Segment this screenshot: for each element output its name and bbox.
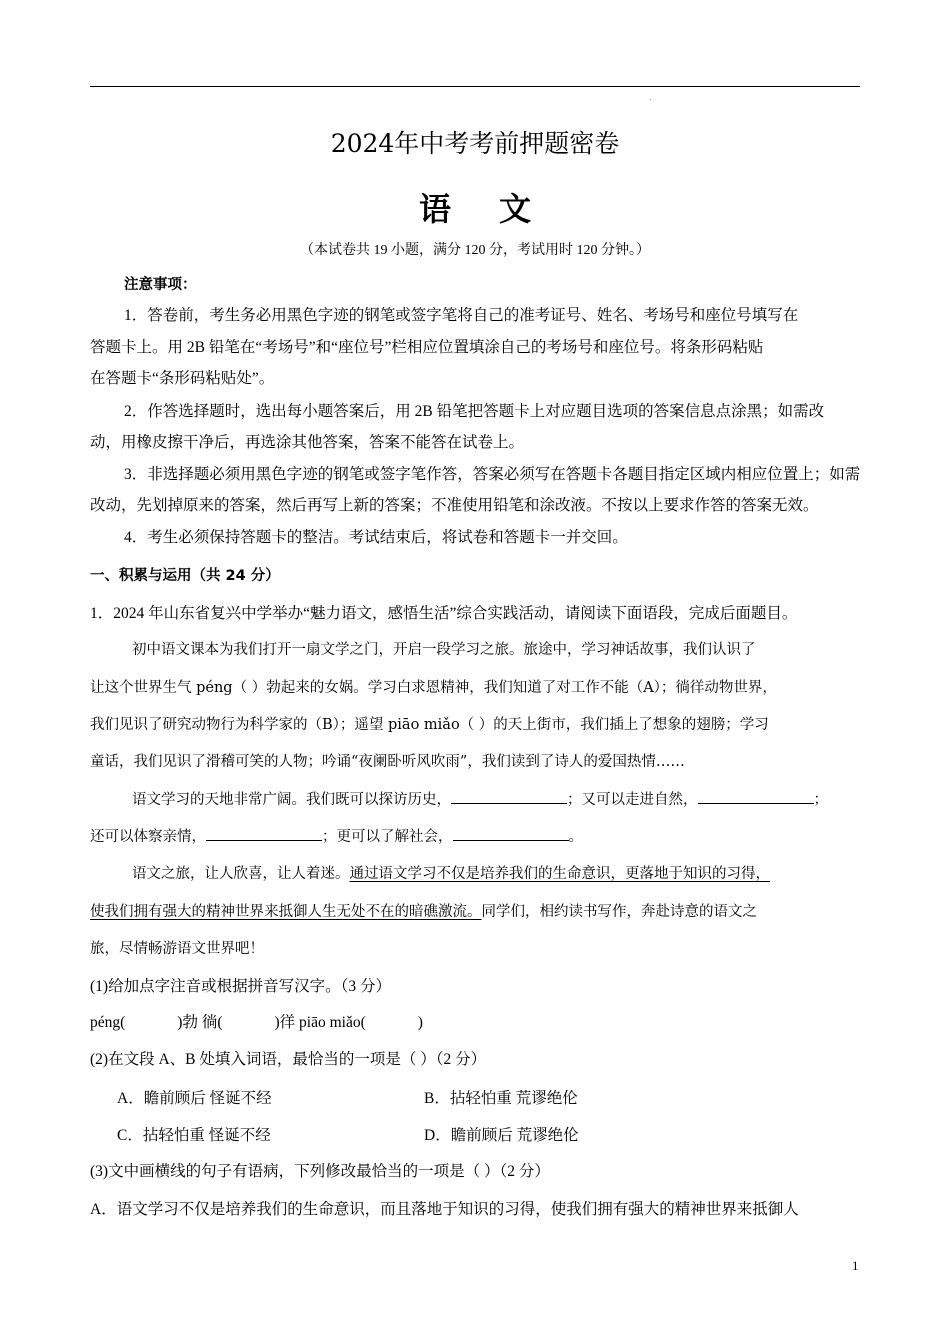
- answer-blank[interactable]: [698, 789, 814, 804]
- option-a[interactable]: A．瞻前顾后 怪诞不经: [117, 1090, 272, 1107]
- sub-question-3: (3)文中画横线的句子有语病，下列修改最恰当的一项是（ ）（2 分）: [90, 1163, 550, 1180]
- answer-blank[interactable]: [453, 826, 569, 841]
- option-a[interactable]: A．语文学习不仅是培养我们的生命意识，而且落地于知识的习得，使我们拥有强大的精神世界来抵御人: [90, 1201, 799, 1218]
- passage-line: 初中语文课本为我们打开一扇文学之门，开启一段学习之旅。旅途中，学习神话故事，我们认识了: [132, 642, 756, 658]
- pinyin-item: )勃 徜(: [177, 1014, 223, 1031]
- para3-text: 语文之旅，让人欣喜，让人着迷。: [132, 866, 350, 882]
- para2-text: 语文学习的天地非常广阔。我们既可以探访历史，: [132, 792, 451, 808]
- pinyin-item: péng(: [90, 1014, 126, 1031]
- page-number: 1: [852, 1258, 859, 1273]
- para2-text: 。: [568, 829, 583, 845]
- header-rule: [90, 86, 860, 87]
- notes-line: 在答题卡“条形码粘贴处”。: [90, 370, 275, 387]
- passage-para3-line2: [90, 900, 757, 921]
- passage-para2-line2: [90, 825, 583, 846]
- notes-line: 改动，先划掉原来的答案，然后再写上新的答案；不准使用铅笔和涂改液。不按以上要求作答的答案无效。: [90, 497, 819, 514]
- passage-para2-line1: [132, 788, 828, 809]
- pinyin-item: )徉 piāo miǎo(: [274, 1014, 366, 1031]
- para2-text: ；: [813, 792, 828, 808]
- notes-line: 1．答卷前，考生务必用黑色字迹的钢笔或签字笔将自己的准考证号、姓名、考场号和座位号填写在: [124, 307, 799, 324]
- passage-para3-line3: 旅，尽情畅游语文世界吧！: [90, 941, 264, 957]
- section-heading: 一、积累与运用（共 24 分）: [90, 568, 280, 584]
- pinyin-item: ): [417, 1014, 423, 1031]
- question-1-intro: 1．2024 年山东省复兴中学举办“魅力语文，感悟生活”综合实践活动，请阅读下面语段，完成后面题目。: [90, 605, 798, 622]
- notes-heading: 注意事项：: [124, 277, 197, 293]
- sub-question-2: (2)在文段 A、B 处填入词语，最恰当的一项是（ ）（2 分）: [90, 1051, 487, 1068]
- passage-para3-line1: [132, 862, 770, 883]
- para2-text: ；又可以走进自然，: [567, 792, 698, 808]
- underlined-sentence: 通过语文学习不仅是培养我们的生命意识，更落地于知识的习得，: [349, 866, 770, 882]
- para3-text: 同学们，相约读书写作，奔赴诗意的语文之: [481, 904, 757, 920]
- sub-question-1-items: [90, 1010, 423, 1032]
- sub-question-1: (1)给加点字注音或根据拼音写汉字。（3 分）: [90, 978, 391, 995]
- subject-title: 语文: [418, 190, 579, 228]
- exam-title: 2024年中考考前押题密卷: [330, 129, 620, 158]
- option-d[interactable]: D．瞻前顾后 荒谬绝伦: [424, 1127, 579, 1144]
- answer-blank[interactable]: [451, 789, 567, 804]
- exam-info: （本试卷共 19 小题，满分 120 分，考试用时 120 分钟。）: [300, 243, 650, 258]
- option-c[interactable]: C．拈轻怕重 怪诞不经: [117, 1127, 271, 1144]
- notes-line: 3．非选择题必须用黑色字迹的钢笔或签字笔作答，答案必须写在答题卡各题目指定区域内相应位置上；如需: [124, 466, 861, 483]
- passage-line: 我们见识了研究动物行为科学家的（B）；遥望 piāo miǎo（ ）的天上街市，我们插上了想象的翅膀；学习: [90, 717, 769, 733]
- option-b[interactable]: B．拈轻怕重 荒谬绝伦: [424, 1090, 578, 1107]
- notes-line: 4．考生必须保持答题卡的整洁。考试结束后，将试卷和答题卡一并交回。: [124, 529, 628, 546]
- para2-text: ；更可以了解社会，: [322, 829, 453, 845]
- underlined-sentence: 使我们拥有强大的精神世界来抵御人生无处不在的暗礁激流。: [90, 904, 482, 920]
- notes-line: 2．作答选择题时，选出每小题答案后，用 2B 铅笔把答题卡上对应题目选项的答案信息点涂黑；如需改: [124, 403, 825, 420]
- para2-text: 还可以体察亲情，: [90, 829, 206, 845]
- passage-line: 童话，我们见识了滑稽可笑的人物；吟诵“夜阑卧听风吹雨”，我们读到了诗人的爱国热情……: [90, 754, 685, 770]
- notes-line: 答题卡上。用 2B 铅笔在“考场号”和“座位号”栏相应位置填涂自己的考场号和座位号。将条形码粘贴: [90, 339, 764, 356]
- notes-line: 动，用橡皮擦干净后，再选涂其他答案，答案不能答在试卷上。: [90, 434, 525, 451]
- header-dot: .: [650, 96, 652, 102]
- answer-blank[interactable]: [206, 826, 322, 841]
- passage-line: 让这个世界生气 péng（ ）勃起来的女娲。学习白求恩精神，我们知道了对工作不能（A）；徜徉动物世界，: [90, 680, 777, 696]
